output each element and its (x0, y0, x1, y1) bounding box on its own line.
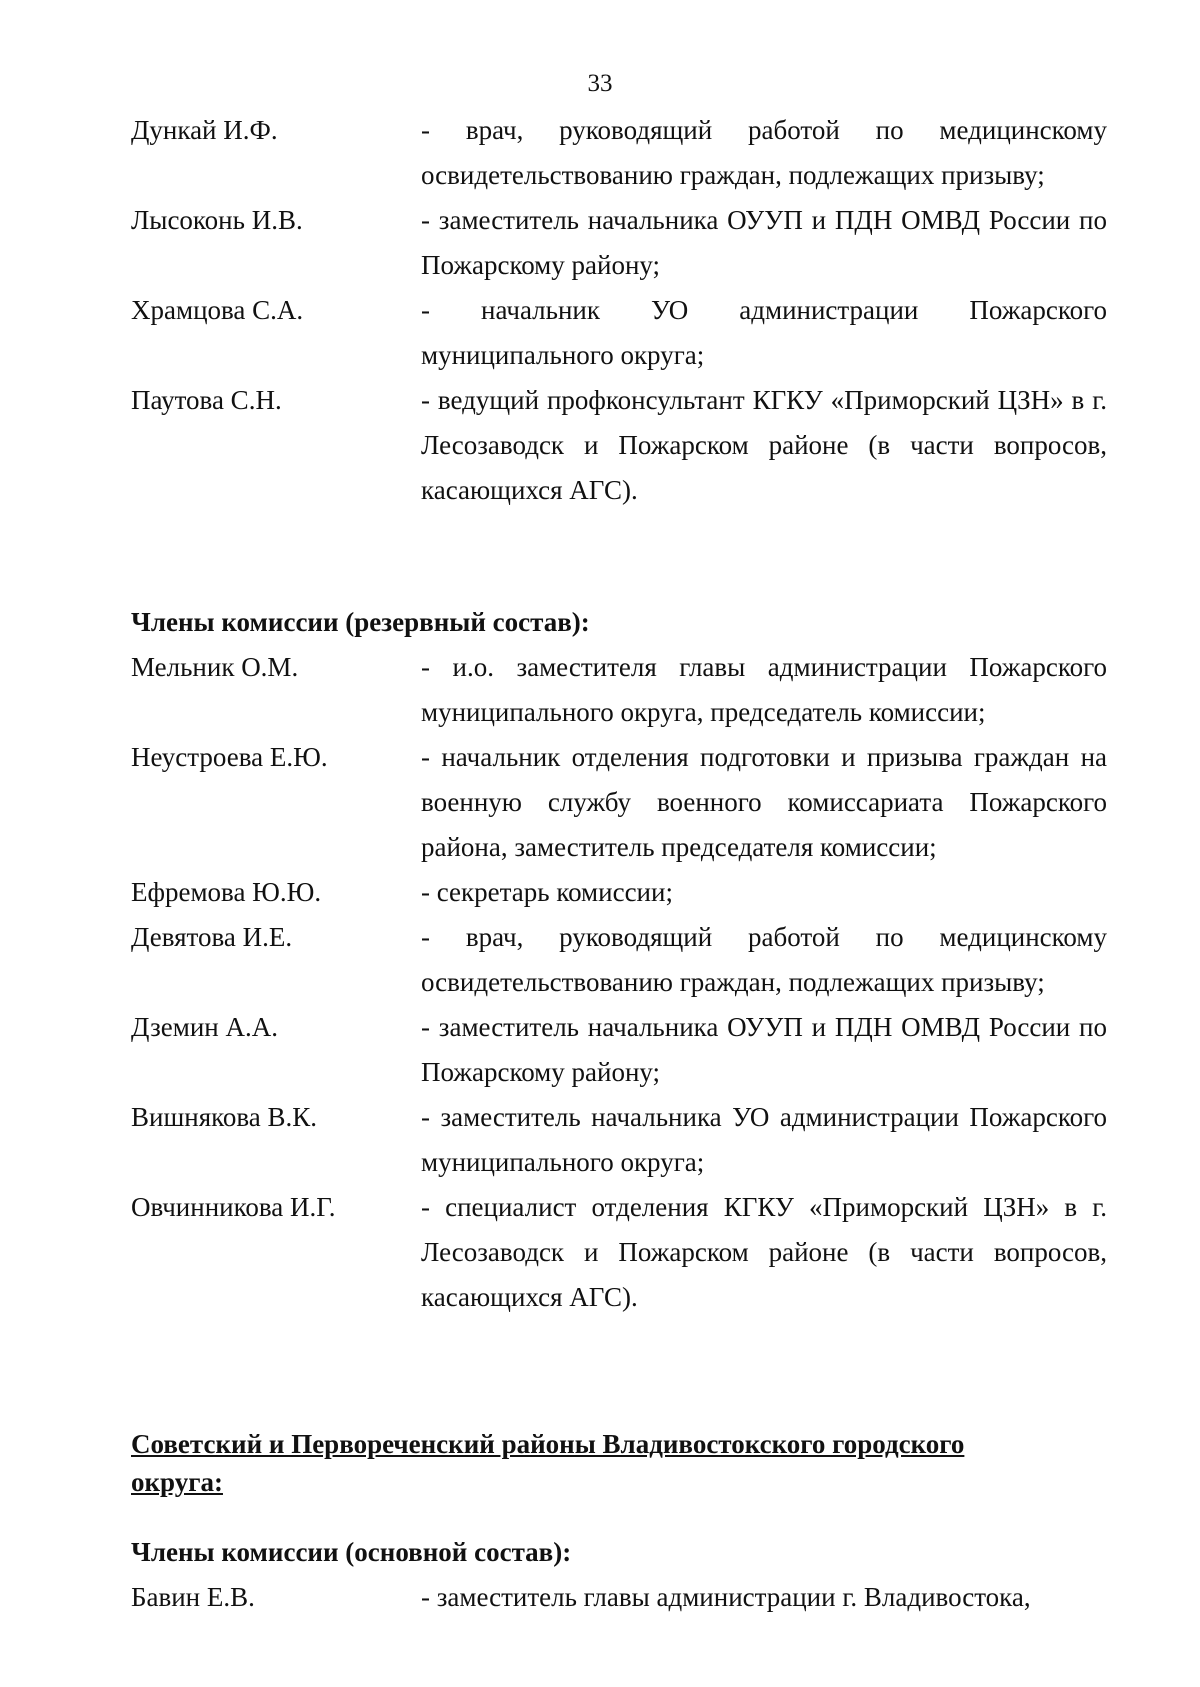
member-position: - начальник отделения подготовки и призыва граждан на военную службу военного комиссариата Пожарского района, заместитель председателя комиссии; (421, 742, 1107, 862)
member-position: - заместитель начальника УО администрации Пожарского муниципального округа; (421, 1102, 1107, 1177)
member-position: - начальник УО администрации Пожарского муниципального округа; (421, 295, 1107, 370)
reserve-members-section (131, 600, 1111, 1320)
district-heading (131, 1425, 1111, 1501)
reserve-heading: Члены комиссии (резервный состав): (131, 607, 590, 637)
member-name: Вишнякова В.К. (131, 1102, 318, 1132)
member-position: - врач, руководящий работой по медицинскому освидетельствованию граждан, подлежащих призыву; (421, 115, 1107, 190)
member-name: Лысоконь И.В. (131, 205, 303, 235)
member-name: Дземин А.А. (131, 1012, 278, 1042)
member-name: Мельник О.М. (131, 652, 299, 682)
member-entry (131, 1575, 1111, 1620)
district-section (131, 1425, 1111, 1501)
member-entry (131, 1095, 1111, 1185)
member-position: - заместитель начальника ОУУП и ПДН ОМВД России по Пожарскому району; (421, 1012, 1107, 1087)
district-heading-line2: округа: (131, 1467, 223, 1497)
member-name: Бавин Е.В. (131, 1582, 255, 1612)
member-entry (131, 915, 1111, 1005)
member-name: Девятова И.Е. (131, 922, 293, 952)
member-name: Неустроева Е.Ю. (131, 742, 328, 772)
member-entry (131, 1185, 1111, 1320)
member-position: - ведущий профконсультант КГКУ «Приморский ЦЗН» в г. Лесозаводск и Пожарском районе (в части вопросов, касающихся АГС). (421, 385, 1107, 505)
member-entry (131, 288, 1111, 378)
member-name: Паутова С.Н. (131, 385, 282, 415)
member-position: - заместитель начальника ОУУП и ПДН ОМВД России по Пожарскому району; (421, 205, 1107, 280)
member-entry (131, 108, 1111, 198)
member-position: - и.о. заместителя главы администрации Пожарского муниципального округа, председатель комиссии; (421, 652, 1107, 727)
member-entry (131, 735, 1111, 870)
district-heading-line1: Советский и Первореченский районы Владивостокского городского (131, 1429, 965, 1459)
main-heading: Члены комиссии (основной состав): (131, 1537, 572, 1567)
member-position: - специалист отделения КГКУ «Приморский ЦЗН» в г. Лесозаводск и Пожарском районе (в части вопросов, касающихся АГС). (421, 1192, 1107, 1312)
member-entry (131, 1005, 1111, 1095)
member-position: - врач, руководящий работой по медицинскому освидетельствованию граждан, подлежащих призыву; (421, 922, 1107, 997)
member-name: Храмцова С.А. (131, 295, 304, 325)
member-position: - заместитель главы администрации г. Владивостока, (421, 1582, 1031, 1612)
member-entry (131, 378, 1111, 513)
member-list-continued (131, 108, 1111, 513)
main-members-section (131, 1530, 1111, 1620)
member-name: Овчинникова И.Г. (131, 1192, 336, 1222)
member-entry (131, 870, 1111, 915)
member-entry (131, 198, 1111, 288)
member-name: Ефремова Ю.Ю. (131, 877, 322, 907)
page-number: 33 (587, 70, 613, 97)
member-position: - секретарь комиссии; (421, 877, 673, 907)
member-entry (131, 645, 1111, 735)
member-name: Дункай И.Ф. (131, 115, 278, 145)
